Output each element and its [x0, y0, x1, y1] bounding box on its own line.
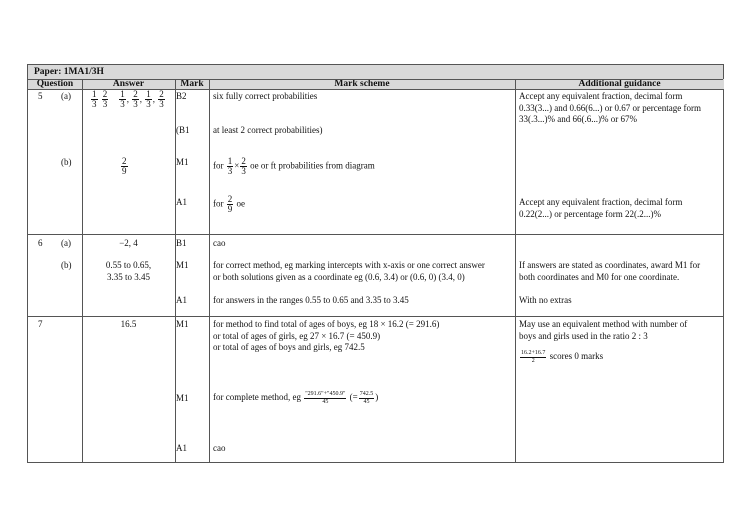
mark-code: M1	[176, 393, 189, 403]
q5b-answer: $\frac{2}{9}$	[122, 156, 127, 176]
scheme-text: cao	[213, 443, 226, 453]
q5a-answer: $\frac{1}{3}$ $\frac{2}{3}$ $\frac{1}{3}$ , $\frac{2}{3}$ , $\frac{1}{3}$ , $\frac{2}{3}$	[92, 89, 164, 109]
mark-code: A1	[176, 197, 187, 207]
guidance-text: With no extras	[519, 295, 572, 305]
question-part: (a)	[61, 91, 71, 101]
scheme-text: for answers in the ranges 0.55 to 0.65 and 3.35 to 3.45	[213, 295, 409, 305]
mark-code: M1	[176, 157, 189, 167]
col-header-mark: Mark	[175, 79, 209, 89]
scheme-text: for $\frac{1}{3}$ × $\frac{2}{3}$ oe or ft probabilities from diagram	[213, 156, 375, 176]
mark-code: M1	[176, 260, 189, 270]
scheme-text: for method to find total of ages of boys, eg 18 × 16.2 (= 291.6) or total of ages of girls, eg 27 × 16.7 (= 450.9) or total of ages of boys and girls, eg 742.5	[213, 319, 440, 352]
guidance-text: $\frac{16.2+16.7}{2}$ scores 0 marks	[521, 350, 604, 364]
col-divider	[515, 80, 516, 462]
question-part: (a)	[61, 238, 71, 248]
scheme-text: for correct method, eg marking intercepts with x-axis or one correct answer or both solutions given as a coordinate eg (0.6, 3.4) or (0.6, 0) (3.4, 0)	[213, 260, 485, 282]
scheme-text: for complete method, eg $\frac{"291.6"+"450.9"}{45}$ (= $\frac{742.5}{45}$ )	[213, 391, 379, 405]
row-divider	[28, 316, 723, 317]
rule	[28, 79, 723, 80]
scheme-text: six fully correct probabilities	[213, 91, 318, 101]
col-divider	[209, 80, 210, 462]
col-header-mark-scheme: Mark scheme	[209, 79, 515, 89]
mark-scheme-table	[27, 64, 724, 463]
guidance-text: Accept any equivalent fraction, decimal form 0.33(3...) and 0.66(6...) or 0.67 or percentage form 33(.3...)% and 66(.6...)% or 67%	[519, 91, 701, 124]
question-number: 5	[38, 91, 43, 101]
mark-code: A1	[176, 443, 187, 453]
mark-code: (B1	[176, 125, 190, 135]
mark-code: B1	[176, 238, 187, 248]
guidance-text: If answers are stated as coordinates, award M1 for both coordinates and M0 for one coordinate.	[519, 260, 701, 282]
col-header-question: Question	[28, 79, 82, 89]
q6b-answer: 0.55 to 0.65, 3.35 to 3.45	[105, 260, 152, 282]
col-header-answer: Answer	[82, 79, 175, 89]
row-divider	[28, 234, 723, 235]
mark-code: M1	[176, 319, 189, 329]
guidance-text: Accept any equivalent fraction, decimal form 0.22(2...) or percentage form 22(.2...)%	[519, 197, 683, 219]
question-part: (b)	[61, 157, 72, 167]
question-part: (b)	[61, 260, 72, 270]
paper-label: Paper: 1MA1/3H	[34, 67, 104, 77]
col-header-additional-guidance: Additional guidance	[515, 79, 724, 89]
scheme-text: at least 2 correct probabilities)	[213, 125, 323, 135]
q7-answer: 16.5	[120, 319, 137, 329]
mark-code: B2	[176, 91, 187, 101]
question-number: 7	[38, 319, 43, 329]
scheme-text: for $\frac{2}{9}$ oe	[213, 194, 245, 214]
mark-code: A1	[176, 295, 187, 305]
guidance-text: May use an equivalent method with number of boys and girls used in the ratio 2 : 3	[519, 319, 688, 341]
question-number: 6	[38, 238, 43, 248]
scheme-text: cao	[213, 238, 226, 248]
q6a-answer: −2, 4	[119, 238, 138, 248]
paper-header	[28, 65, 723, 79]
